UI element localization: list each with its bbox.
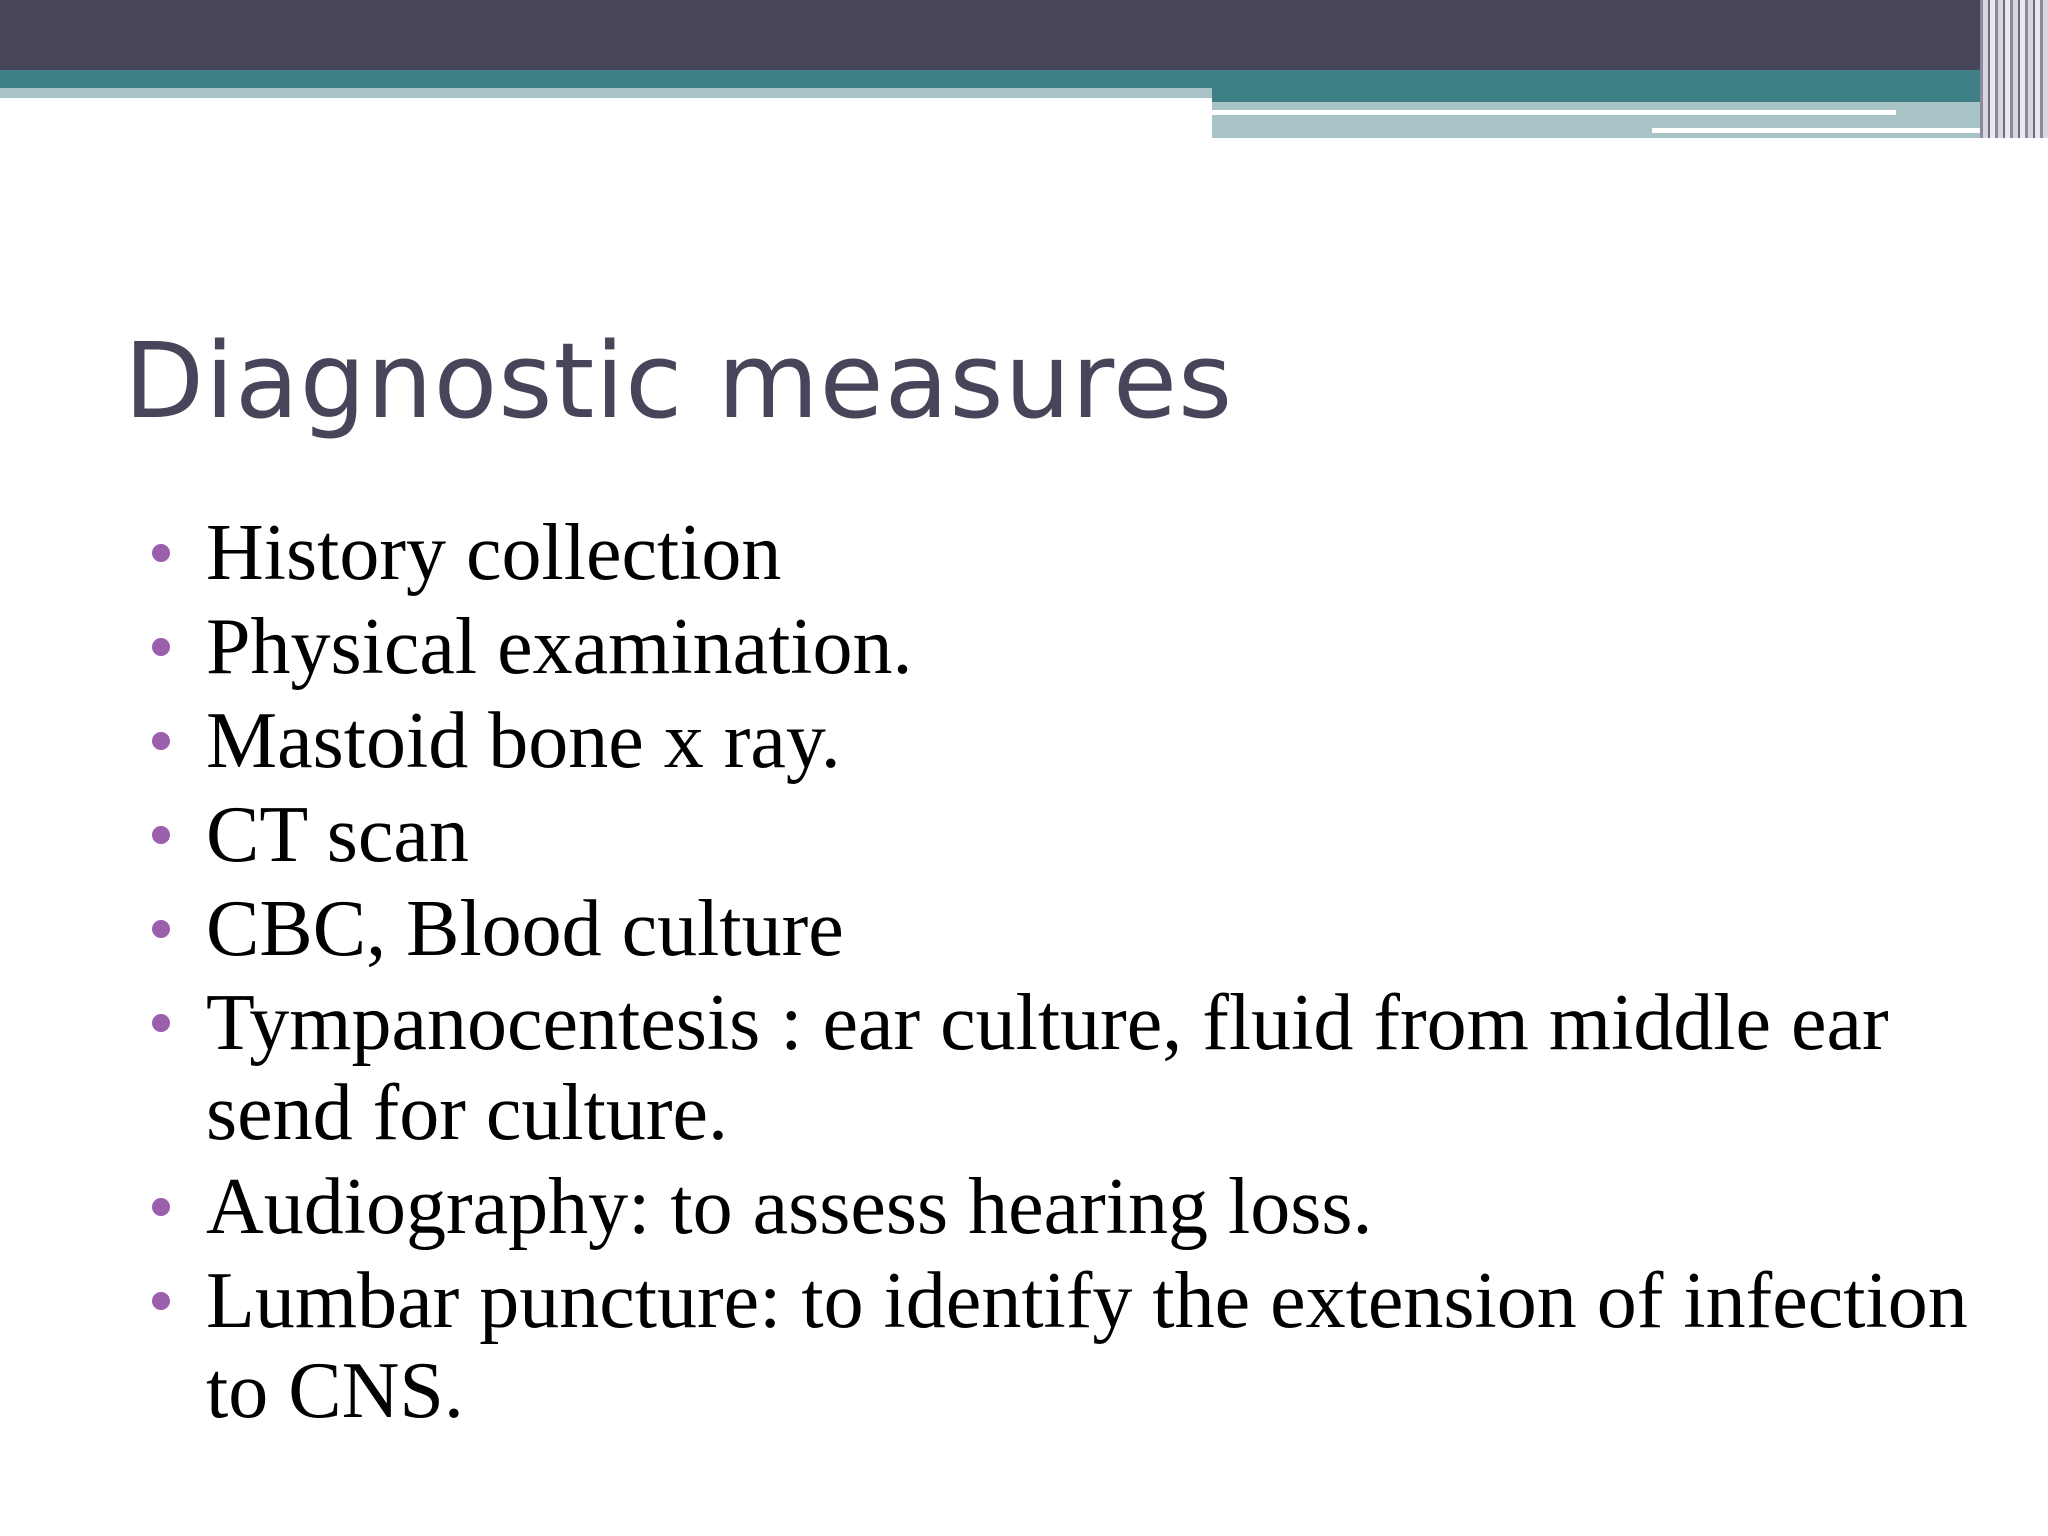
bullet-text: History collection xyxy=(206,509,782,597)
corner-stripes-decoration xyxy=(1980,0,2048,138)
bullet-dot-icon xyxy=(152,1292,170,1310)
header-band-dark xyxy=(0,0,2048,70)
bullet-text: Lumbar puncture: to identify the extension of infection to CNS. xyxy=(206,1257,1968,1435)
bullet-item xyxy=(146,978,1996,1158)
bullet-text: Audiography: to assess hearing loss. xyxy=(206,1163,1373,1251)
bullet-item xyxy=(146,508,1996,598)
bullet-item xyxy=(146,1162,1996,1252)
bullet-text: Physical examination. xyxy=(206,603,913,691)
header-line xyxy=(1212,110,1896,115)
bullet-dot-icon xyxy=(152,1014,170,1032)
bullet-dot-icon xyxy=(152,544,170,562)
bullet-text: CT scan xyxy=(206,791,469,879)
bullet-item xyxy=(146,696,1996,786)
header-band-light-left xyxy=(0,88,1212,98)
header-band-teal-right xyxy=(1212,88,2048,102)
bullet-dot-icon xyxy=(152,826,170,844)
header-band-teal xyxy=(0,70,2048,88)
bullet-dot-icon xyxy=(152,732,170,750)
bullet-text: Tympanocentesis : ear culture, fluid from middle ear send for culture. xyxy=(206,979,1889,1157)
bullet-item xyxy=(146,602,1996,692)
bullet-dot-icon xyxy=(152,638,170,656)
bullet-item xyxy=(146,884,1996,974)
bullet-text: Mastoid bone x ray. xyxy=(206,697,841,785)
bullet-dot-icon xyxy=(152,920,170,938)
bullet-dot-icon xyxy=(152,1198,170,1216)
bullet-item xyxy=(146,790,1996,880)
bullet-item xyxy=(146,1256,1996,1436)
bullet-list xyxy=(146,508,1996,1440)
bullet-text: CBC, Blood culture xyxy=(206,885,844,973)
slide-title: Diagnostic measures xyxy=(124,320,1234,442)
